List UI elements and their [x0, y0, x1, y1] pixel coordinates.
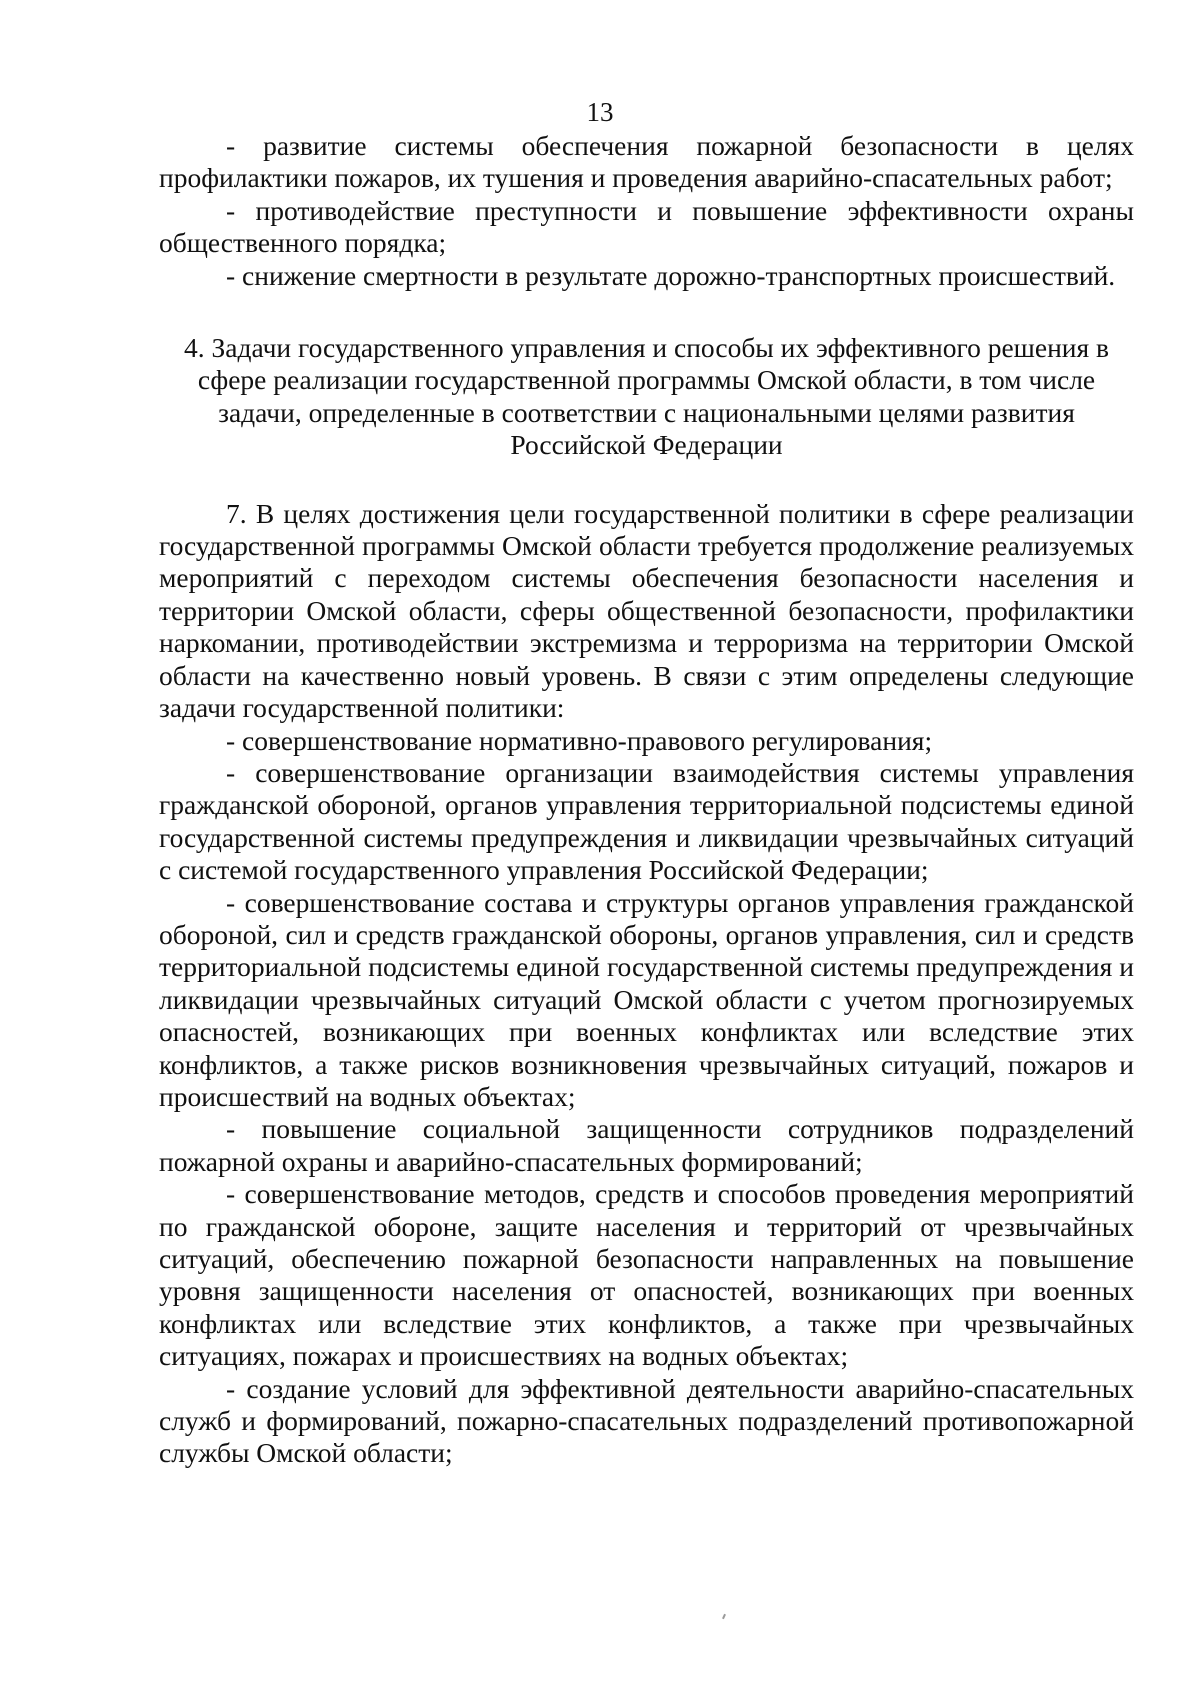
task-item-interaction: - совершенствование организации взаимодействия системы управления гражданской обороной, органов управления территориальной подсистемы единой государственной системы предупреждения и ликвидации чрезвычайных ситуаций с системой государственного управления Российской Федерации; [159, 756, 1134, 886]
task-item-methods: - совершенствование методов, средств и способов проведения мероприятий по гражданской обороне, защите населения и территорий от чрезвычайных ситуаций, обеспечению пожарной безопасности направленных на повышение уровня защищенности населения от опасностей, возникающих при военных конфликтах или вследствие этих конфликтов, а также при чрезвычайных ситуациях, пожарах и происшествиях на водных объектах; [159, 1178, 1134, 1372]
page-number: 13 [586, 97, 614, 127]
task-item-regulation: - совершенствование нормативно-правового регулирования; [226, 724, 933, 756]
intro-item-fire-safety: - развитие системы обеспечения пожарной безопасности в целях профилактики пожаров, их тушения и проведения аварийно-спасательных работ; [159, 130, 1134, 194]
scan-speck [722, 1614, 726, 1619]
task-item-rescue-services: - создание условий для эффективной деятельности аварийно-спасательных служб и формирований, пожарно-спасательных подразделений противопожарной службы Омской области; [159, 1372, 1134, 1469]
section-heading-line: сфере реализации государственной программы Омской области, в том числе [197, 364, 1096, 396]
section-heading-line: 4. Задачи государственного управления и способы их эффективного решения в [183, 332, 1110, 364]
paragraph-7: 7. В целях достижения цели государственной политики в сфере реализации государственной программы Омской области требуется продолжение реализуемых мероприятий с переходом системы обеспечения безопасности населения и территории Омской области, сферы общественной безопасности, профилактики наркомании, противодействии экстремизма и терроризма на территории Омской области на качественно новый уровень. В связи с этим определены следующие задачи государственной политики: [159, 497, 1134, 724]
section-heading [159, 332, 1134, 462]
section-heading-line: Российской Федерации [510, 429, 783, 461]
task-item-structure: - совершенствование состава и структуры органов управления гражданской обороной, сил и средств гражданской обороны, органов управления, сил и средств территориальной подсистемы единой государственной системы предупреждения и ликвидации чрезвычайных ситуаций Омской области с учетом прогнозируемых опасностей, возникающих при военных конфликтах или вследствие этих конфликтов, а также рисков возникновения чрезвычайных ситуаций, пожаров и происшествий на водных объектах; [159, 886, 1134, 1112]
intro-item-road-mortality: - снижение смертности в результате дорожно-транспортных происшествий. [226, 259, 1116, 291]
task-item-social-protection: - повышение социальной защищенности сотрудников подразделений пожарной охраны и аварийно-спасательных формирований; [159, 1113, 1134, 1177]
section-heading-line: задачи, определенные в соответствии с национальными целями развития [218, 396, 1075, 428]
intro-item-crime-prevention: - противодействие преступности и повышение эффективности охраны общественного порядка; [159, 194, 1134, 259]
document-body [159, 130, 1134, 1470]
